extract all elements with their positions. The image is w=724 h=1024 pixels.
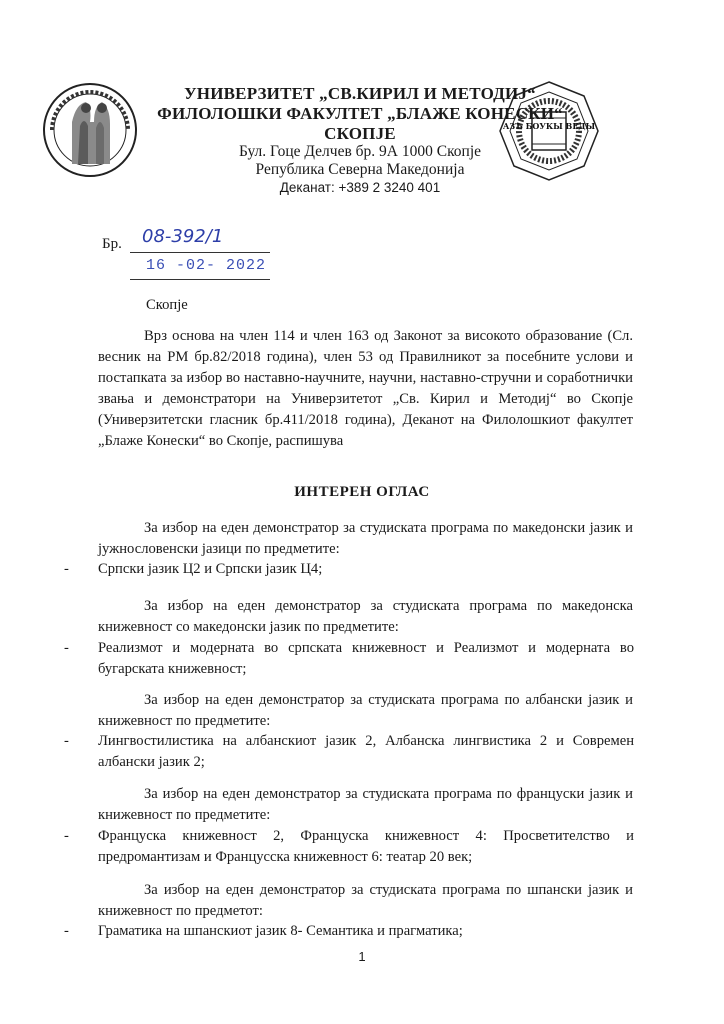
section-bullet-item [64, 921, 634, 942]
registry-number-underline [130, 252, 270, 253]
bullet-dash: - [64, 561, 69, 577]
section-bullet-item [64, 638, 634, 680]
section-bullet-item [64, 731, 634, 773]
bullet-dash: - [64, 640, 69, 656]
document-title: ИНТЕРЕН ОГЛАС [294, 484, 430, 500]
intro-paragraph: Врз основа на член 114 и член 163 од Законот за високото образование (Сл. весник на РМ бр.82/2018 година), член 53 од Правилникот за посебните услови и постапката за избор во наставно-научните, научни, наставно-стручни и соработнички звања и демонстратори на Универзитетот „Св. Кирил и Методиј“ во Скопје (Универзитетски гласник бр.411/2018 година), Деканот на Филолошкиот факултет „Блаже Конески“ во Скопје, распишува [98, 328, 633, 449]
bullet-text: Лингвостилистика на албанскиот јазик 2, Албанска лингвистика 2 и Современ албански јазик 2; [98, 733, 634, 770]
country: Република Северна Македонија [255, 161, 465, 178]
bullet-text: Српски јазик Ц2 и Српски јазик Ц4; [98, 561, 323, 577]
section-paragraph: За избор на еден демонстратор за студиската програма по албански јазик и книжевност по предметите: [98, 692, 633, 729]
registry-date-stamp: 16 -02- 2022 [146, 257, 267, 274]
bullet-text: Реализмот и модерната во српската книжевност и Реализмот и модерната во бугарската книжевност; [98, 640, 634, 677]
dean-phone: Деканат: +389 2 3240 401 [279, 180, 441, 195]
section-bullet-item [64, 826, 634, 868]
registry-city: Скопје [146, 297, 188, 313]
registry-number-label: Бр. [102, 236, 122, 252]
bullet-text: Граматика на шпанскиот јазик 8- Семантика и прагматика; [98, 923, 463, 939]
section-bullet-item [64, 559, 634, 580]
registry-date-underline [130, 279, 270, 280]
bullet-dash: - [64, 828, 69, 844]
university-seal-logo [42, 82, 138, 178]
faculty-seal-text: АЗЪ БОУКЫ ВЕДЫ [502, 121, 596, 131]
section-paragraph: За избор на еден демонстратор за студиската програма по шпански јазик и книжевност по предметот: [98, 882, 633, 919]
faculty-name: ФИЛОЛОШКИ ФАКУЛТЕТ „БЛАЖЕ КОНЕСКИ“ [157, 104, 563, 123]
address: Бул. Гоце Делчев бр. 9А 1000 Скопје [238, 143, 482, 160]
city-caps: СКОПЈЕ [324, 124, 396, 143]
registry-number-handwritten: 08-392/1 [142, 226, 224, 247]
bullet-dash: - [64, 733, 69, 749]
bullet-text: Француска книжевност 2, Француска книжевност 4: Просветителство и предромантизам и Францусска книжевност 6: театар 20 век; [98, 828, 634, 865]
university-name: УНИВЕРЗИТЕТ „СВ.КИРИЛ И МЕТОДИЈ“ [184, 84, 536, 103]
section-paragraph: За избор на еден демонстратор за студиската програма по француски јазик и книжевност по предметите: [98, 786, 633, 823]
section-paragraph: За избор на еден демонстратор за студиската програма по македонски јазик и јужнословенски јазици по предметите: [98, 520, 633, 557]
section-paragraph: За избор на еден демонстратор за студиската програма по македонска книжевност со македонски јазик по предметите: [98, 598, 633, 635]
page-number: 1 [358, 949, 366, 964]
bullet-dash: - [64, 923, 69, 939]
